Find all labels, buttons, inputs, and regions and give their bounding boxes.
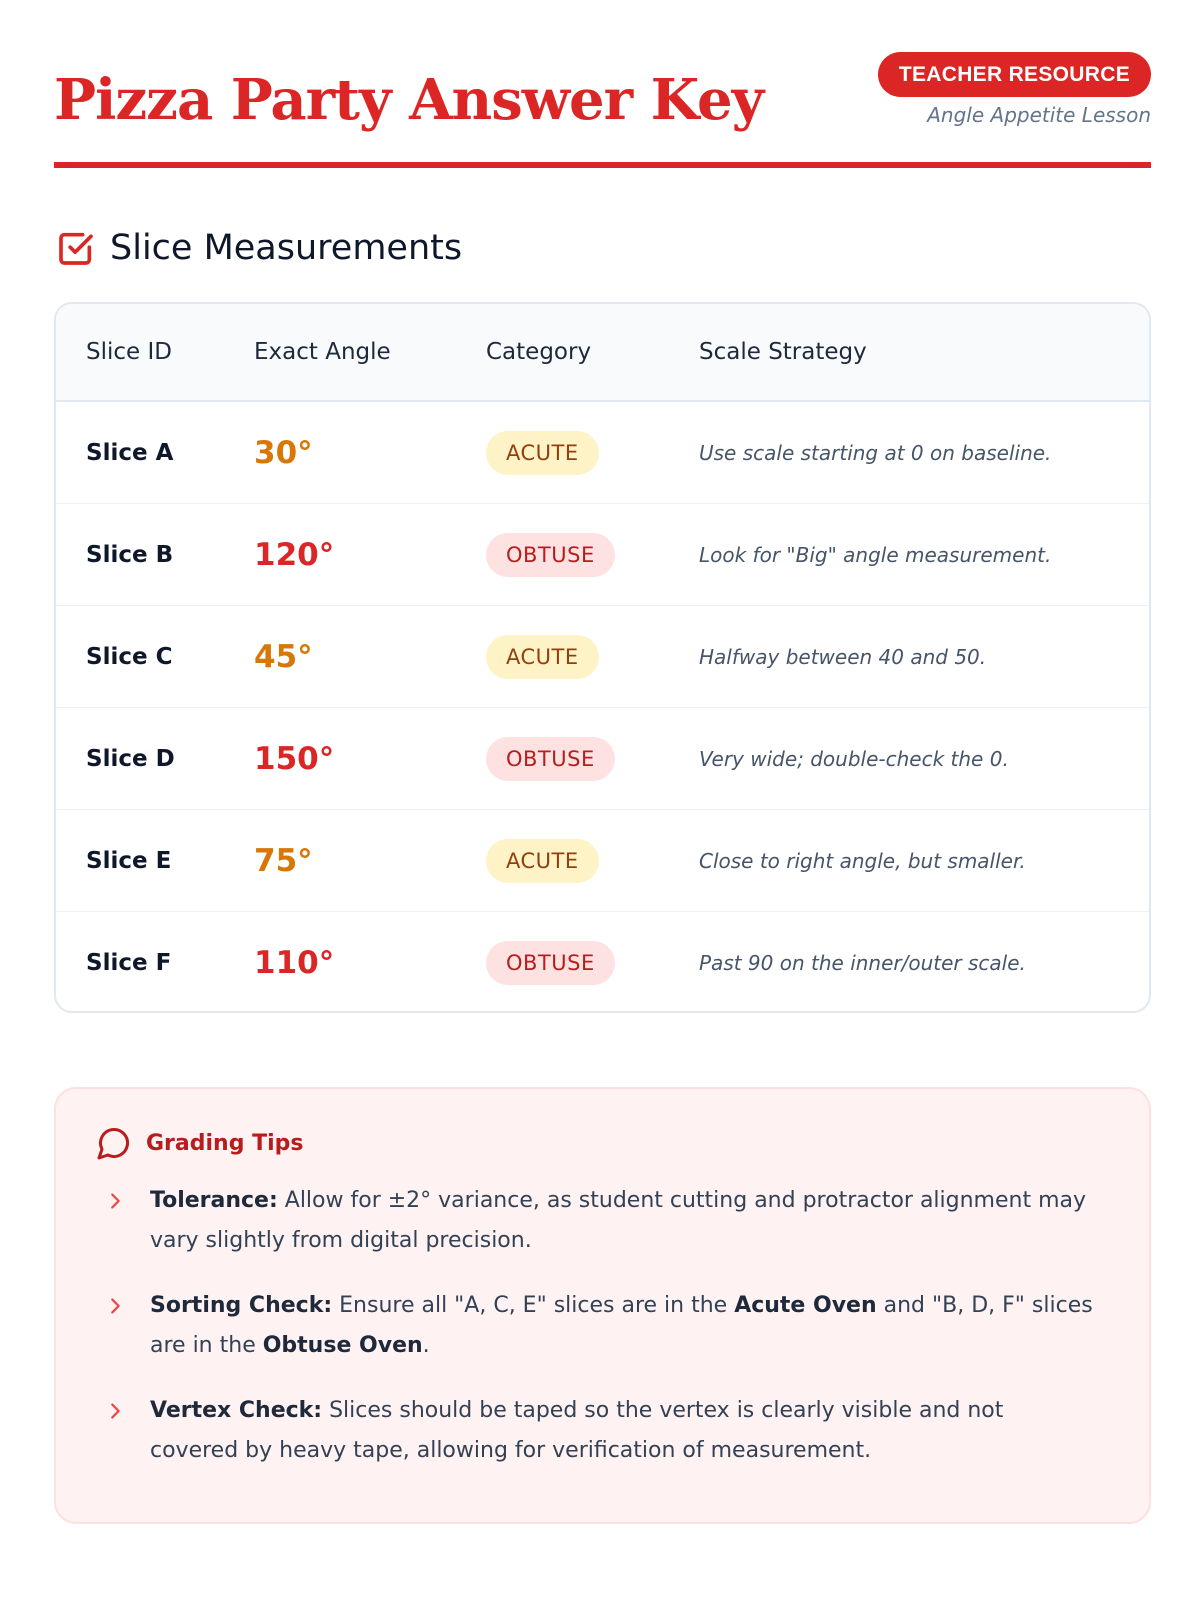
category-badge: OBTUSE [486, 941, 615, 985]
column-header-slice-id: Slice ID [86, 339, 172, 365]
slice-measurements-table [54, 302, 1151, 1013]
chevron-right-icon [104, 1399, 126, 1423]
category-badge: OBTUSE [486, 737, 615, 781]
exact-angle: 30° [254, 434, 313, 471]
tip-item-sorting-check [104, 1286, 1094, 1366]
exact-angle: 110° [254, 945, 335, 981]
checkbox-icon [56, 228, 96, 268]
page-title: Pizza Party Answer Key [54, 67, 764, 133]
teacher-resource-badge: TEACHER RESOURCE [878, 52, 1151, 97]
scale-strategy: Past 90 on the inner/outer scale. [699, 951, 1026, 975]
lesson-subtitle: Angle Appetite Lesson [927, 103, 1151, 127]
slice-id: Slice C [86, 643, 173, 670]
scale-strategy: Very wide; double-check the 0. [699, 746, 1009, 771]
table-row [56, 504, 1149, 606]
slice-id: Slice F [86, 950, 172, 976]
table-row [56, 810, 1149, 912]
slice-id: Slice B [86, 541, 174, 568]
header-meta [878, 52, 1151, 127]
grading-tips-panel [54, 1087, 1151, 1524]
slice-id: Slice E [86, 847, 172, 874]
scale-strategy: Halfway between 40 and 50. [699, 644, 987, 669]
tip-label: Tolerance: [150, 1188, 278, 1213]
category-badge: ACUTE [486, 431, 599, 475]
section-title: Slice Measurements [110, 228, 463, 268]
scale-strategy: Close to right angle, but smaller. [699, 848, 1026, 873]
exact-angle: 45° [254, 638, 313, 675]
category-badge: ACUTE [486, 635, 599, 679]
slice-id: Slice D [86, 745, 175, 772]
scale-strategy: Use scale starting at 0 on baseline. [699, 440, 1052, 465]
slice-id: Slice A [86, 439, 174, 466]
exact-angle: 120° [254, 536, 335, 573]
section-heading [56, 222, 462, 274]
table-row [56, 912, 1149, 1013]
tip-text: Vertex Check: Slices should be taped so the vertex is clearly visible and not covered by heavy tape, allowing for verification of measurement. [150, 1398, 1004, 1463]
table-row [56, 708, 1149, 810]
page-header [54, 50, 1151, 168]
category-badge: ACUTE [486, 839, 599, 883]
column-header-exact-angle: Exact Angle [254, 339, 391, 365]
exact-angle: 75° [254, 842, 313, 879]
column-header-category: Category [486, 339, 592, 365]
tip-label: Sorting Check: [150, 1293, 333, 1318]
grading-tips-heading [96, 1125, 304, 1161]
column-header-scale-strategy: Scale Strategy [699, 339, 867, 365]
chevron-right-icon [104, 1189, 126, 1213]
tip-text: Tolerance: Allow for ±2° variance, as student cutting and protractor alignment may vary slightly from digital precision. [150, 1188, 1087, 1253]
table-row [56, 402, 1149, 504]
table-header-row [56, 304, 1149, 402]
scale-strategy: Look for "Big" angle measurement. [699, 542, 1052, 567]
exact-angle: 150° [254, 740, 335, 777]
obtuse-oven-label: Obtuse Oven [262, 1333, 423, 1358]
acute-oven-label: Acute Oven [734, 1293, 877, 1318]
tip-text: Sorting Check: Ensure all "A, C, E" slices are in the Acute Oven and "B, D, F" slices are in the Obtuse Oven. [150, 1293, 1093, 1358]
table-row [56, 606, 1149, 708]
tip-item-tolerance [104, 1181, 1094, 1261]
chevron-right-icon [104, 1294, 126, 1318]
grading-tips-title: Grading Tips [146, 1130, 304, 1156]
tip-item-vertex-check [104, 1391, 1094, 1471]
tip-label: Vertex Check: [150, 1398, 323, 1423]
speech-bubble-icon [96, 1125, 132, 1161]
category-badge: OBTUSE [486, 533, 615, 577]
